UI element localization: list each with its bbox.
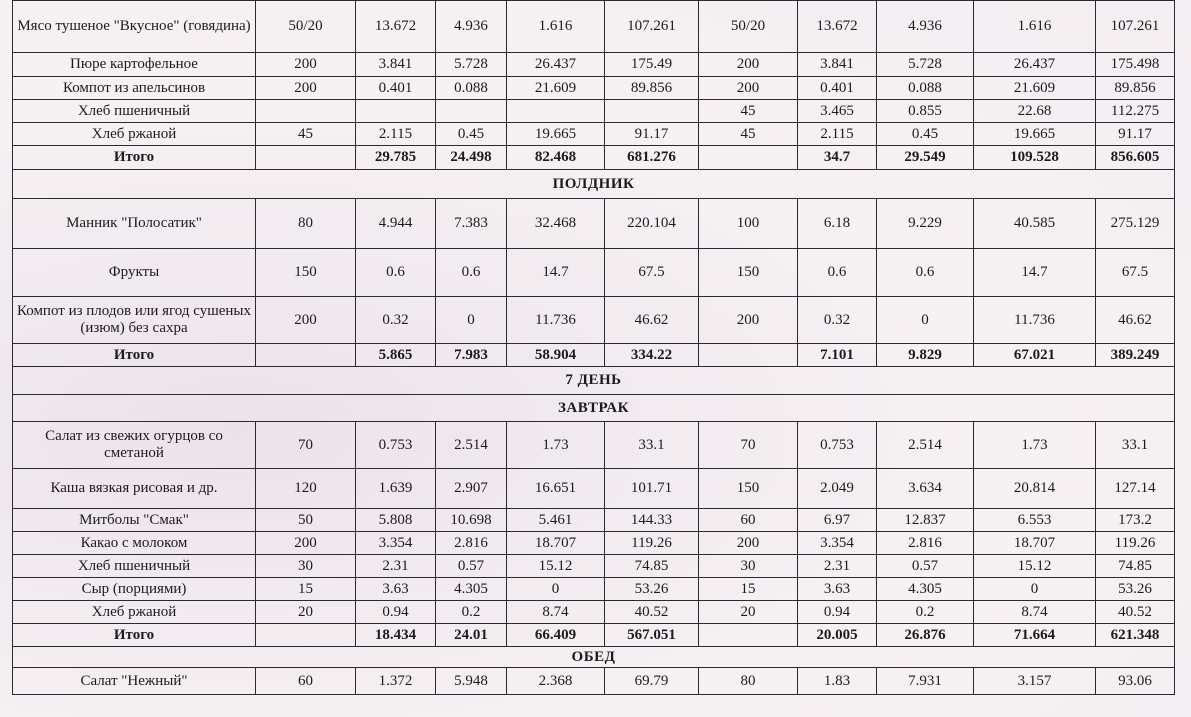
table-cell: 3.465 — [798, 100, 877, 123]
table-cell: 74.85 — [1096, 555, 1175, 578]
table-cell: 0.94 — [356, 601, 436, 624]
total-row — [13, 146, 1175, 170]
table-cell: 46.62 — [605, 297, 699, 344]
table-cell: 0.088 — [436, 77, 507, 100]
total-label: Итого — [13, 344, 256, 367]
table-row — [13, 668, 1175, 695]
table-cell: 3.157 — [974, 668, 1096, 695]
table-cell — [256, 344, 356, 367]
table-cell: 3.354 — [356, 532, 436, 555]
table-cell: 6.18 — [798, 199, 877, 249]
table-cell: 11.736 — [507, 297, 605, 344]
table-cell: 200 — [699, 53, 798, 77]
table-row — [13, 53, 1175, 77]
table-cell: 5.461 — [507, 509, 605, 532]
table-cell: 91.17 — [605, 123, 699, 146]
table-cell: 1.639 — [356, 469, 436, 509]
table-body — [13, 1, 1175, 695]
table-cell: 3.354 — [798, 532, 877, 555]
table-cell: 40.585 — [974, 199, 1096, 249]
table-cell: 4.305 — [436, 578, 507, 601]
table-cell: 53.26 — [1096, 578, 1175, 601]
table-cell: 34.7 — [798, 146, 877, 170]
table-cell: 200 — [256, 297, 356, 344]
table-cell: 200 — [256, 532, 356, 555]
table-cell: 26.437 — [507, 53, 605, 77]
table-cell: 18.707 — [974, 532, 1096, 555]
table-cell: 220.104 — [605, 199, 699, 249]
dish-name: Хлеб ржаной — [13, 601, 256, 624]
table-cell: 9.229 — [877, 199, 974, 249]
table-cell: 9.829 — [877, 344, 974, 367]
dish-name: Салат "Нежный" — [13, 668, 256, 695]
table-cell: 2.368 — [507, 668, 605, 695]
table-cell: 2.816 — [877, 532, 974, 555]
table-cell: 127.14 — [1096, 469, 1175, 509]
table-row — [13, 555, 1175, 578]
table-cell: 3.841 — [356, 53, 436, 77]
table-cell: 70 — [256, 422, 356, 469]
table-cell: 24.498 — [436, 146, 507, 170]
total-label: Итого — [13, 146, 256, 170]
table-cell: 13.672 — [798, 1, 877, 53]
total-row — [13, 624, 1175, 647]
table-cell: 856.605 — [1096, 146, 1175, 170]
table-cell: 200 — [256, 53, 356, 77]
table-cell: 5.728 — [436, 53, 507, 77]
table-cell: 7.383 — [436, 199, 507, 249]
table-cell: 50/20 — [699, 1, 798, 53]
table-cell: 22.68 — [974, 100, 1096, 123]
table-cell: 58.904 — [507, 344, 605, 367]
dish-name: Хлеб ржаной — [13, 123, 256, 146]
section-title: 7 ДЕНЬ — [13, 367, 1175, 395]
table-cell: 200 — [256, 77, 356, 100]
dish-name: Митболы "Смак" — [13, 509, 256, 532]
table-cell: 0.6 — [356, 249, 436, 297]
table-row — [13, 532, 1175, 555]
table-cell: 20.005 — [798, 624, 877, 647]
dish-name: Мясо тушеное "Вкусное" (говядина) — [13, 1, 256, 53]
table-cell: 2.049 — [798, 469, 877, 509]
table-cell: 40.52 — [605, 601, 699, 624]
table-cell: 32.468 — [507, 199, 605, 249]
table-cell — [436, 100, 507, 123]
table-cell: 0.94 — [798, 601, 877, 624]
table-cell: 14.7 — [974, 249, 1096, 297]
table-row — [13, 601, 1175, 624]
table-cell: 150 — [699, 249, 798, 297]
table-cell: 200 — [699, 77, 798, 100]
table-cell: 1.73 — [507, 422, 605, 469]
dish-name: Фрукты — [13, 249, 256, 297]
table-cell: 120 — [256, 469, 356, 509]
table-cell: 4.944 — [356, 199, 436, 249]
table-row — [13, 249, 1175, 297]
section-row — [13, 395, 1175, 422]
dish-name: Пюре картофельное — [13, 53, 256, 77]
table-cell: 4.936 — [877, 1, 974, 53]
table-cell: 0.2 — [436, 601, 507, 624]
table-cell: 69.79 — [605, 668, 699, 695]
table-cell: 80 — [256, 199, 356, 249]
table-cell: 0 — [877, 297, 974, 344]
table-cell: 0.753 — [356, 422, 436, 469]
table-cell — [356, 100, 436, 123]
table-cell: 29.785 — [356, 146, 436, 170]
table-cell: 0.6 — [436, 249, 507, 297]
table-cell: 24.01 — [436, 624, 507, 647]
table-cell: 16.651 — [507, 469, 605, 509]
table-cell: 50/20 — [256, 1, 356, 53]
table-row — [13, 123, 1175, 146]
table-cell: 46.62 — [1096, 297, 1175, 344]
table-cell: 150 — [699, 469, 798, 509]
table-cell: 2.514 — [436, 422, 507, 469]
table-cell: 175.49 — [605, 53, 699, 77]
section-row — [13, 170, 1175, 199]
table-cell: 100 — [699, 199, 798, 249]
total-label: Итого — [13, 624, 256, 647]
table-cell: 0.088 — [877, 77, 974, 100]
table-cell: 0.45 — [877, 123, 974, 146]
table-cell: 91.17 — [1096, 123, 1175, 146]
table-cell — [699, 146, 798, 170]
section-row — [13, 367, 1175, 395]
table-cell: 5.728 — [877, 53, 974, 77]
table-cell: 112.275 — [1096, 100, 1175, 123]
table-cell: 4.936 — [436, 1, 507, 53]
table-cell: 18.707 — [507, 532, 605, 555]
table-cell: 119.26 — [1096, 532, 1175, 555]
table-cell: 89.856 — [1096, 77, 1175, 100]
table-cell: 20 — [699, 601, 798, 624]
table-cell: 1.616 — [507, 1, 605, 53]
dish-name: Компот из плодов или ягод сушеных (изюм) без сахра — [13, 297, 256, 344]
table-cell: 15 — [699, 578, 798, 601]
table-cell: 50 — [256, 509, 356, 532]
dish-name: Салат из свежих огурцов со сметаной — [13, 422, 256, 469]
table-cell: 66.409 — [507, 624, 605, 647]
table-cell: 30 — [699, 555, 798, 578]
table-cell: 150 — [256, 249, 356, 297]
table-cell: 275.129 — [1096, 199, 1175, 249]
table-cell: 18.434 — [356, 624, 436, 647]
table-cell: 567.051 — [605, 624, 699, 647]
table-cell: 107.261 — [605, 1, 699, 53]
table-cell: 107.261 — [1096, 1, 1175, 53]
table-cell: 0.753 — [798, 422, 877, 469]
dish-name: Хлеб пшеничный — [13, 555, 256, 578]
table-cell: 1.616 — [974, 1, 1096, 53]
table-cell: 200 — [699, 297, 798, 344]
table-cell: 53.26 — [605, 578, 699, 601]
table-cell: 621.348 — [1096, 624, 1175, 647]
table-cell: 6.553 — [974, 509, 1096, 532]
table-cell: 2.514 — [877, 422, 974, 469]
table-cell: 45 — [256, 123, 356, 146]
dish-name: Манник "Полосатик" — [13, 199, 256, 249]
table-cell: 1.372 — [356, 668, 436, 695]
dish-name: Каша вязкая рисовая и др. — [13, 469, 256, 509]
table-cell: 5.865 — [356, 344, 436, 367]
table-cell: 19.665 — [974, 123, 1096, 146]
table-cell: 4.305 — [877, 578, 974, 601]
table-cell: 5.948 — [436, 668, 507, 695]
table-cell: 67.5 — [605, 249, 699, 297]
table-row — [13, 297, 1175, 344]
table-cell: 109.528 — [974, 146, 1096, 170]
table-cell: 19.665 — [507, 123, 605, 146]
section-title: ЗАВТРАК — [13, 395, 1175, 422]
table-cell: 0.401 — [356, 77, 436, 100]
table-cell — [507, 100, 605, 123]
table-cell: 67.5 — [1096, 249, 1175, 297]
table-cell: 33.1 — [605, 422, 699, 469]
table-row — [13, 199, 1175, 249]
table-cell: 101.71 — [605, 469, 699, 509]
table-cell: 3.63 — [356, 578, 436, 601]
table-cell: 60 — [699, 509, 798, 532]
table-cell: 8.74 — [974, 601, 1096, 624]
table-cell: 8.74 — [507, 601, 605, 624]
table-cell: 26.876 — [877, 624, 974, 647]
table-cell: 6.97 — [798, 509, 877, 532]
section-title: ПОЛДНИК — [13, 170, 1175, 199]
table-cell: 0 — [974, 578, 1096, 601]
table-cell: 89.856 — [605, 77, 699, 100]
table-cell: 3.841 — [798, 53, 877, 77]
table-cell: 21.609 — [507, 77, 605, 100]
table-cell — [699, 624, 798, 647]
table-cell: 71.664 — [974, 624, 1096, 647]
table-row — [13, 578, 1175, 601]
table-cell: 21.609 — [974, 77, 1096, 100]
table-cell: 1.83 — [798, 668, 877, 695]
table-cell: 29.549 — [877, 146, 974, 170]
table-cell: 0.6 — [877, 249, 974, 297]
table-cell: 20.814 — [974, 469, 1096, 509]
table-cell: 82.468 — [507, 146, 605, 170]
section-title: ОБЕД — [13, 647, 1175, 668]
table-cell: 334.22 — [605, 344, 699, 367]
table-cell: 70 — [699, 422, 798, 469]
nutrition-table — [12, 0, 1175, 695]
table-cell: 13.672 — [356, 1, 436, 53]
section-row — [13, 647, 1175, 668]
table-cell: 200 — [699, 532, 798, 555]
table-cell — [256, 624, 356, 647]
dish-name: Хлеб пшеничный — [13, 100, 256, 123]
table-cell: 681.276 — [605, 146, 699, 170]
table-cell: 45 — [699, 100, 798, 123]
table-cell: 0 — [507, 578, 605, 601]
table-cell: 3.634 — [877, 469, 974, 509]
table-row — [13, 1, 1175, 53]
table-cell — [256, 146, 356, 170]
table-cell: 389.249 — [1096, 344, 1175, 367]
table-cell — [699, 344, 798, 367]
table-cell: 67.021 — [974, 344, 1096, 367]
dish-name: Сыр (порциями) — [13, 578, 256, 601]
table-cell: 0.45 — [436, 123, 507, 146]
table-cell: 60 — [256, 668, 356, 695]
table-cell: 74.85 — [605, 555, 699, 578]
table-cell: 2.115 — [798, 123, 877, 146]
table-cell: 80 — [699, 668, 798, 695]
table-cell: 119.26 — [605, 532, 699, 555]
table-cell: 11.736 — [974, 297, 1096, 344]
table-cell: 0.32 — [356, 297, 436, 344]
table-row — [13, 469, 1175, 509]
table-cell: 5.808 — [356, 509, 436, 532]
table-cell: 45 — [699, 123, 798, 146]
table-cell: 0.855 — [877, 100, 974, 123]
dish-name: Компот из апельсинов — [13, 77, 256, 100]
table-cell: 15.12 — [974, 555, 1096, 578]
table-cell — [605, 100, 699, 123]
table-cell: 10.698 — [436, 509, 507, 532]
table-cell: 173.2 — [1096, 509, 1175, 532]
table-cell: 7.983 — [436, 344, 507, 367]
table-cell: 0.401 — [798, 77, 877, 100]
table-row — [13, 509, 1175, 532]
table-cell: 3.63 — [798, 578, 877, 601]
total-row — [13, 344, 1175, 367]
table-cell — [256, 100, 356, 123]
table-cell: 2.31 — [356, 555, 436, 578]
table-row — [13, 100, 1175, 123]
table-cell: 14.7 — [507, 249, 605, 297]
table-cell: 40.52 — [1096, 601, 1175, 624]
table-cell: 33.1 — [1096, 422, 1175, 469]
table-row — [13, 422, 1175, 469]
table-cell: 2.31 — [798, 555, 877, 578]
table-cell: 0.32 — [798, 297, 877, 344]
table-cell: 93.06 — [1096, 668, 1175, 695]
table-cell: 15 — [256, 578, 356, 601]
table-cell: 12.837 — [877, 509, 974, 532]
table-cell: 0.57 — [877, 555, 974, 578]
table-cell: 26.437 — [974, 53, 1096, 77]
table-cell: 15.12 — [507, 555, 605, 578]
table-cell: 7.101 — [798, 344, 877, 367]
table-cell: 0.6 — [798, 249, 877, 297]
table-cell: 20 — [256, 601, 356, 624]
table-cell: 0.57 — [436, 555, 507, 578]
table-cell: 7.931 — [877, 668, 974, 695]
table-cell: 0 — [436, 297, 507, 344]
table-cell: 2.816 — [436, 532, 507, 555]
table-cell: 2.115 — [356, 123, 436, 146]
table-cell: 0.2 — [877, 601, 974, 624]
table-cell: 1.73 — [974, 422, 1096, 469]
table-cell: 144.33 — [605, 509, 699, 532]
dish-name: Какао с молоком — [13, 532, 256, 555]
table-cell: 30 — [256, 555, 356, 578]
table-row — [13, 77, 1175, 100]
table-cell: 175.498 — [1096, 53, 1175, 77]
table-cell: 2.907 — [436, 469, 507, 509]
